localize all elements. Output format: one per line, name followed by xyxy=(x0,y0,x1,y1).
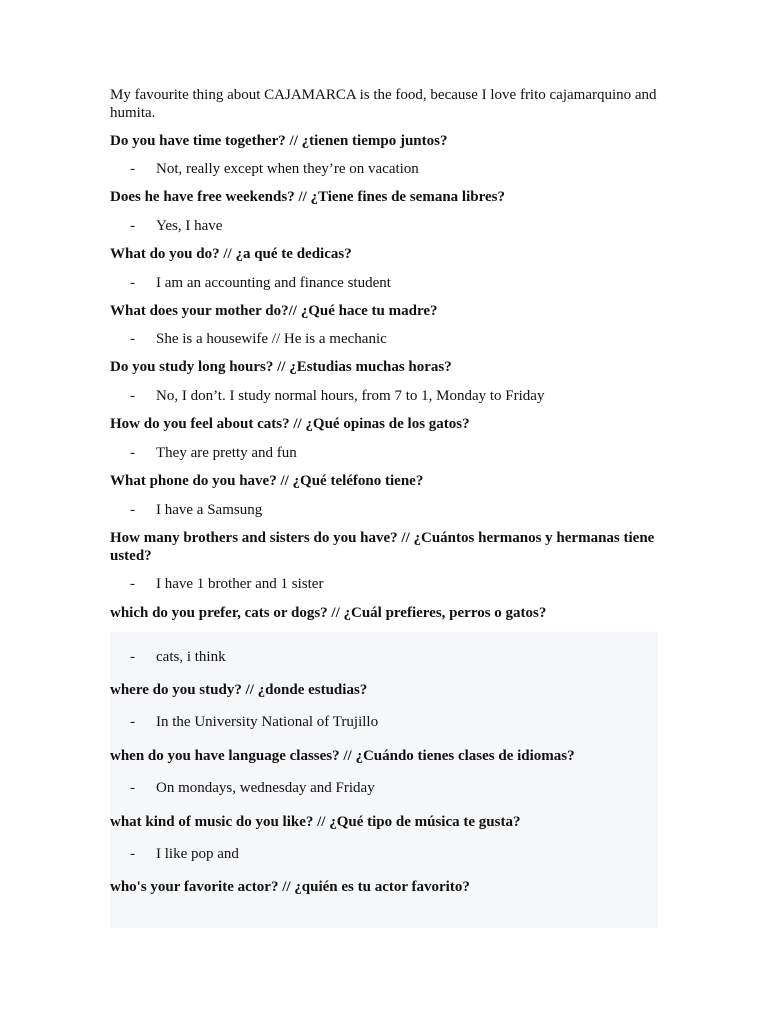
answer-text: I have 1 brother and 1 sister xyxy=(156,576,324,592)
question-4: What does your mother do?// ¿Qué hace tu madre? xyxy=(110,303,438,319)
answer-8 xyxy=(130,575,678,593)
answer-1 xyxy=(130,160,678,178)
answer-text: I am an accounting and finance student xyxy=(156,275,391,291)
bullet-dash: - xyxy=(130,218,135,234)
question-9: which do you prefer, cats or dogs? // ¿Cuál prefieres, perros o gatos? xyxy=(110,605,547,621)
question-1: Do you have time together? // ¿tienen tiempo juntos? xyxy=(110,133,448,149)
bullet-dash: - xyxy=(130,331,135,347)
question-2: Does he have free weekends? // ¿Tiene fines de semana libres? xyxy=(110,189,505,205)
answer-text: In the University National of Trujillo xyxy=(156,714,379,730)
answer-6 xyxy=(130,444,678,462)
answer-4 xyxy=(130,330,678,348)
answer-text: I like pop and xyxy=(156,846,239,862)
answer-3 xyxy=(130,274,678,292)
bullet-dash: - xyxy=(130,576,135,592)
answer-text: They are pretty and fun xyxy=(156,445,297,461)
question-10: where do you study? // ¿donde estudias? xyxy=(110,682,368,698)
answer-text: On mondays, wednesday and Friday xyxy=(156,780,375,796)
question-11: when do you have language classes? // ¿Cuándo tienes clases de idiomas? xyxy=(110,748,575,764)
question-3: What do you do? // ¿a qué te dedicas? xyxy=(110,246,352,262)
answer-2 xyxy=(130,217,678,235)
bullet-dash: - xyxy=(130,846,135,862)
bullet-dash: - xyxy=(130,445,135,461)
bullet-dash: - xyxy=(130,161,135,177)
question-6: How do you feel about cats? // ¿Qué opinas de los gatos? xyxy=(110,416,470,432)
answer-text: I have a Samsung xyxy=(156,502,263,518)
bullet-dash: - xyxy=(130,649,135,665)
answer-12 xyxy=(130,845,678,863)
answer-text: She is a housewife // He is a mechanic xyxy=(156,331,387,347)
answer-text: cats, i think xyxy=(156,649,226,665)
answer-text: Not, really except when they’re on vacation xyxy=(156,161,419,177)
question-13: who's your favorite actor? // ¿quién es tu actor favorito? xyxy=(110,879,470,895)
question-12: what kind of music do you like? // ¿Qué tipo de música te gusta? xyxy=(110,814,521,830)
intro-paragraph: My favourite thing about CAJAMARCA is the food, because I love frito cajamarquino and humita. xyxy=(110,87,657,121)
question-5: Do you study long hours? // ¿Estudias muchas horas? xyxy=(110,359,452,375)
answer-11 xyxy=(130,779,678,797)
bullet-dash: - xyxy=(130,714,135,730)
answer-text: Yes, I have xyxy=(156,218,223,234)
answer-7 xyxy=(130,501,678,519)
bullet-dash: - xyxy=(130,388,135,404)
answer-9 xyxy=(130,648,678,666)
answer-text: No, I don’t. I study normal hours, from 7 to 1, Monday to Friday xyxy=(156,388,545,404)
bullet-dash: - xyxy=(130,275,135,291)
question-8: How many brothers and sisters do you have? // ¿Cuántos hermanos y hermanas tiene usted? xyxy=(110,530,655,564)
answer-5 xyxy=(130,387,678,405)
bullet-dash: - xyxy=(130,502,135,518)
bullet-dash: - xyxy=(130,780,135,796)
answer-10 xyxy=(130,713,678,731)
question-7: What phone do you have? // ¿Qué teléfono tiene? xyxy=(110,473,424,489)
